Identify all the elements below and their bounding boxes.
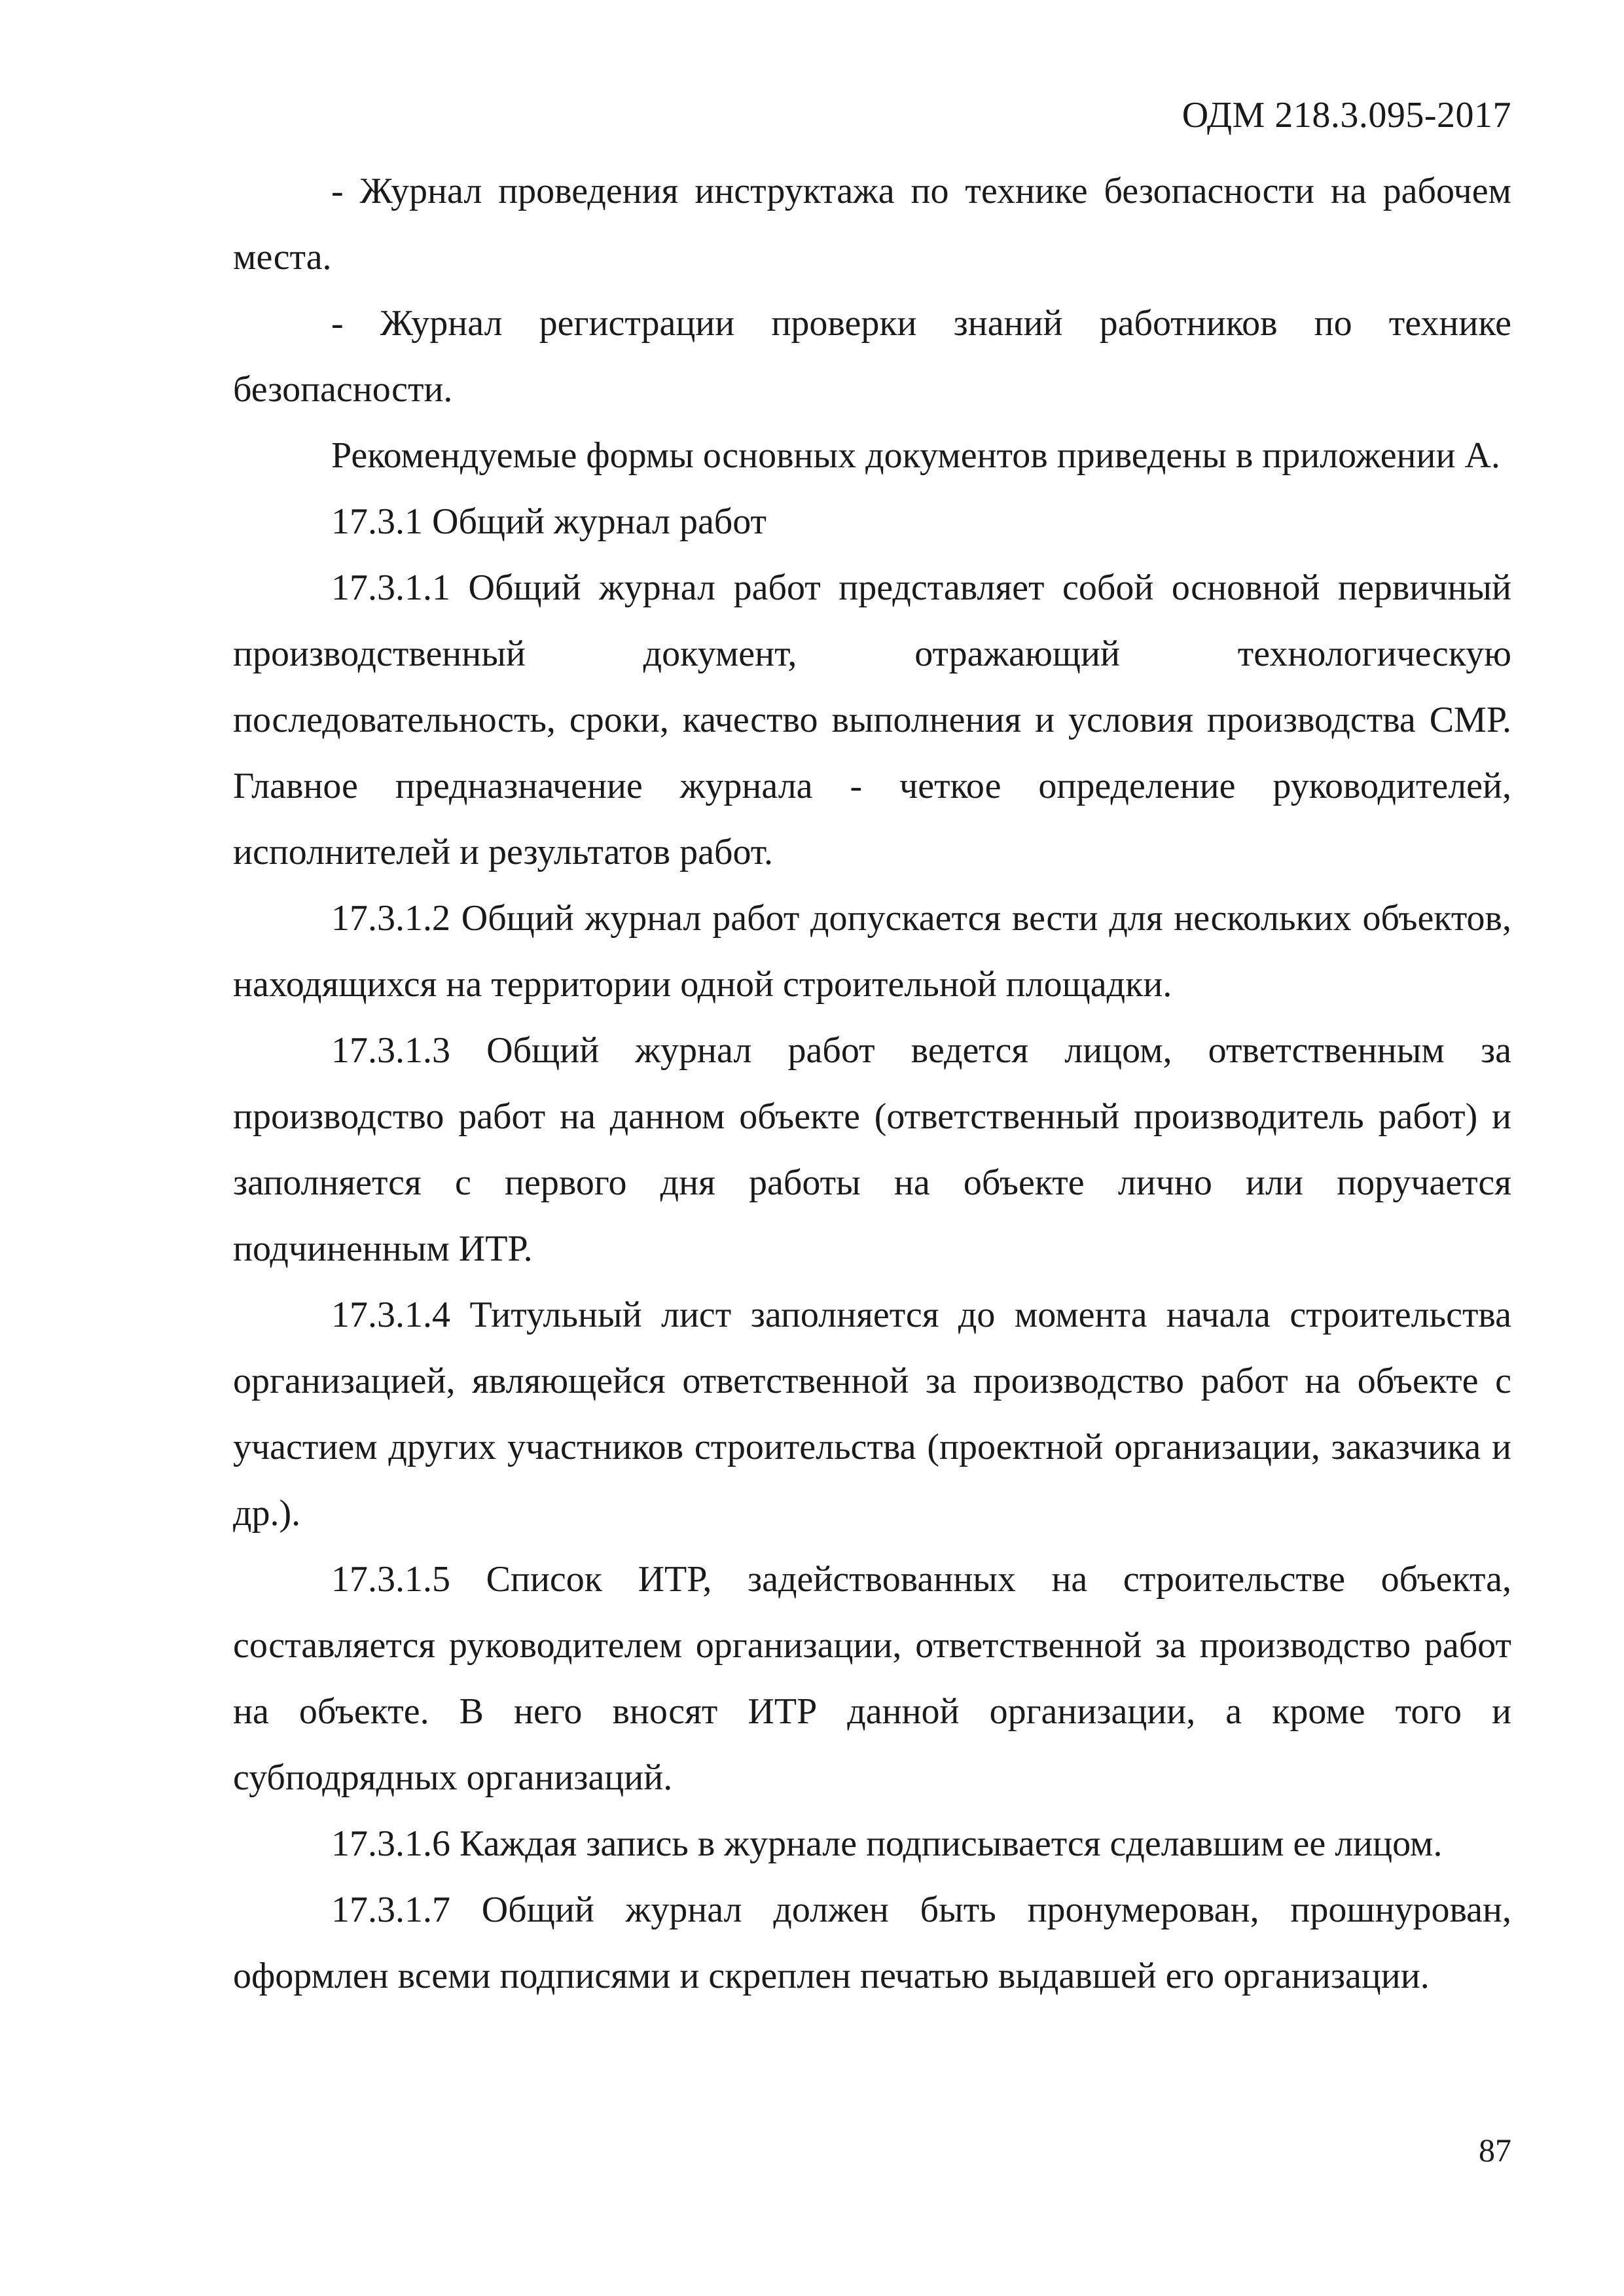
paragraph-knowledge-check-log: - Журнал регистрации проверки знаний работников по технике безопасности. (233, 303, 1511, 410)
paragraph-17-3-1-3: 17.3.1.3 Общий журнал работ ведется лицом, ответственным за производство работ на данном объекте (ответственный производитель работ) и заполняется с первого дня работы на объекте лично или поручается подчиненным ИТР. (233, 1030, 1511, 1269)
page-number: 87 (1479, 2132, 1511, 2168)
paragraph-17-3-1-1: 17.3.1.1 Общий журнал работ представляет собой основной первичный производственный документ, отражающий технологическую последовательность, сроки, качество выполнения и условия производства СМР. Главное предназначение журнала - четкое определение руководителей, исполнителей и результатов работ. (233, 567, 1511, 872)
paragraph-17-3-1-6: 17.3.1.6 Каждая запись в журнале подписывается сделавшим ее лицом. (331, 1823, 1443, 1864)
paragraph-17-3-1-5: 17.3.1.5 Список ИТР, задействованных на строительстве объекта, составляется руководителем организации, ответственной за производство работ на объекте. В него вносят ИТР данной организации, а кроме того и субподрядных организаций. (233, 1559, 1511, 1798)
document-code-header: ОДМ 218.3.095-2017 (1182, 95, 1511, 135)
section-heading-17-3-1: 17.3.1 Общий журнал работ (331, 501, 767, 542)
paragraph-safety-briefing-log: - Журнал проведения инструктажа по технике безопасности на рабочем места. (233, 171, 1511, 278)
paragraph-17-3-1-2: 17.3.1.2 Общий журнал работ допускается вести для нескольких объектов, находящихся на территории одной строительной площадки. (233, 898, 1511, 1005)
paragraph-17-3-1-4: 17.3.1.4 Титульный лист заполняется до момента начала строительства организацией, являющейся ответственной за производство работ на объекте с участием других участников строительства (проектной организации, заказчика и др.). (233, 1295, 1511, 1534)
paragraph-17-3-1-7: 17.3.1.7 Общий журнал должен быть пронумерован, прошнурован, оформлен всеми подписями и скреплен печатью выдавшей его организации. (233, 1890, 1511, 1996)
document-body (233, 158, 1511, 2009)
paragraph-recommended-forms: Рекомендуемые формы основных документов приведены в приложении А. (331, 435, 1500, 476)
